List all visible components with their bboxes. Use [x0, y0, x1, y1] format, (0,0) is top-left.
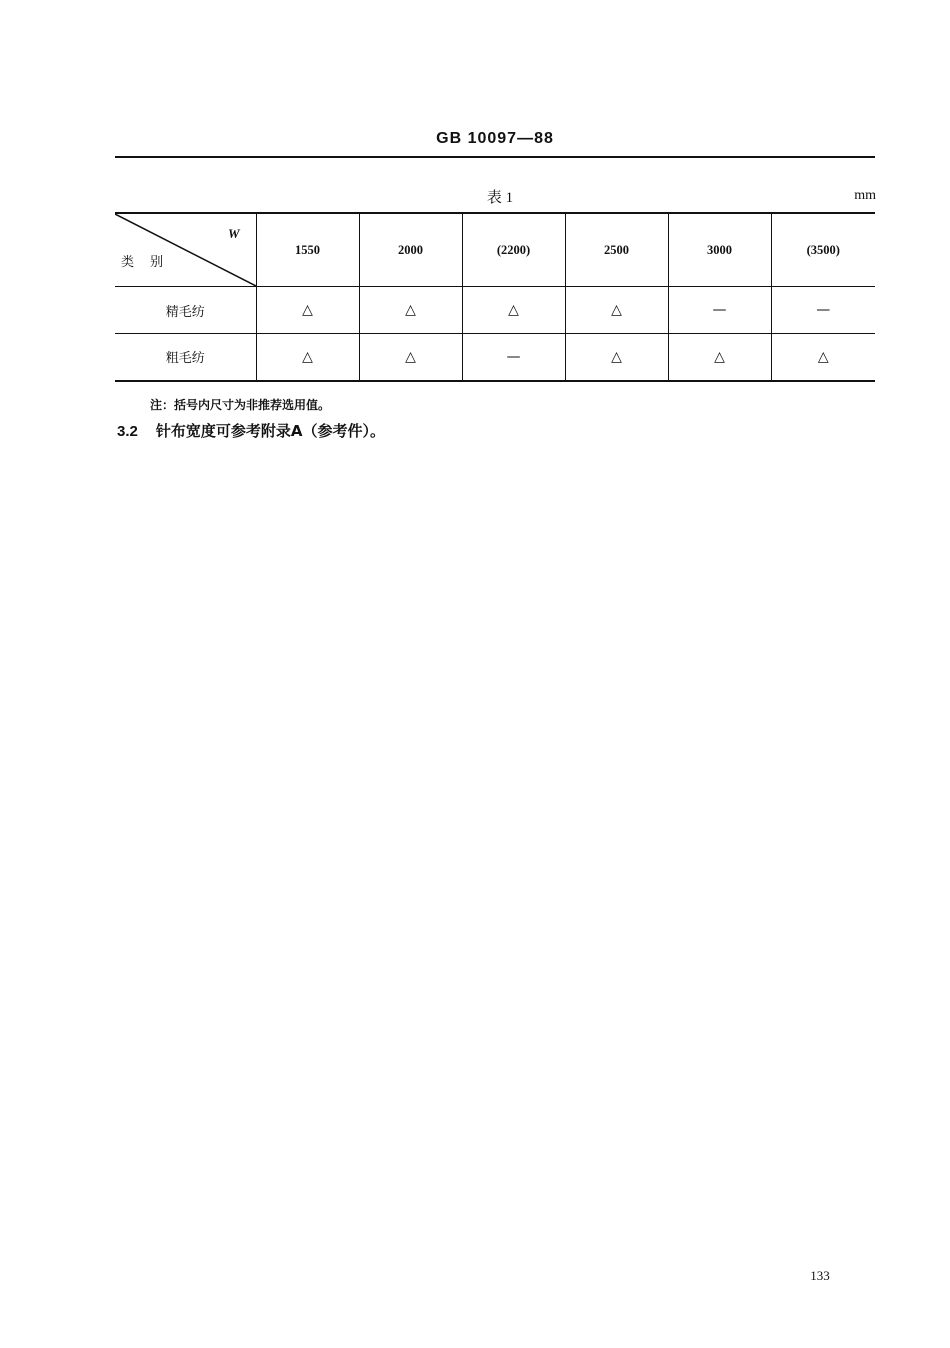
column-header: 2500 [565, 213, 668, 287]
table-row [115, 287, 875, 334]
table-note: 注：括号内尺寸为非推荐选用值。 [150, 398, 331, 412]
corner-cell [115, 213, 256, 287]
column-header: 1550 [256, 213, 359, 287]
table-cell: △ [359, 334, 462, 381]
row-label: 精毛纺 [115, 287, 256, 334]
table-cell: — [771, 287, 875, 334]
table-cell: △ [771, 334, 875, 381]
width-table [115, 212, 875, 382]
table-unit: mm [854, 188, 876, 203]
table-header-row [115, 213, 875, 287]
header-rule [115, 156, 875, 158]
table-cell: △ [668, 334, 771, 381]
corner-diagonal [115, 214, 256, 286]
table-cell: — [462, 334, 565, 381]
table-cell: △ [565, 287, 668, 334]
clause-3-2 [117, 420, 385, 441]
table-cell: △ [256, 334, 359, 381]
corner-category-label: 类 别 [121, 255, 170, 270]
column-header: 2000 [359, 213, 462, 287]
table-title: 表 1 [486, 190, 514, 206]
column-header: (3500) [771, 213, 875, 287]
table-cell: △ [565, 334, 668, 381]
row-label: 粗毛纺 [115, 334, 256, 381]
page-number: 133 [810, 1268, 830, 1283]
clause-text: 针布宽度可参考附录A（参考件）。 [155, 422, 385, 440]
column-header: (2200) [462, 213, 565, 287]
column-header: 3000 [668, 213, 771, 287]
table-cell: — [668, 287, 771, 334]
table-cell: △ [359, 287, 462, 334]
corner-w-label: W [227, 226, 240, 241]
clause-number: 3.2 [117, 423, 138, 440]
table-row [115, 334, 875, 381]
table-cell: △ [256, 287, 359, 334]
document-code: GB 10097—88 [436, 130, 554, 147]
table-cell: △ [462, 287, 565, 334]
